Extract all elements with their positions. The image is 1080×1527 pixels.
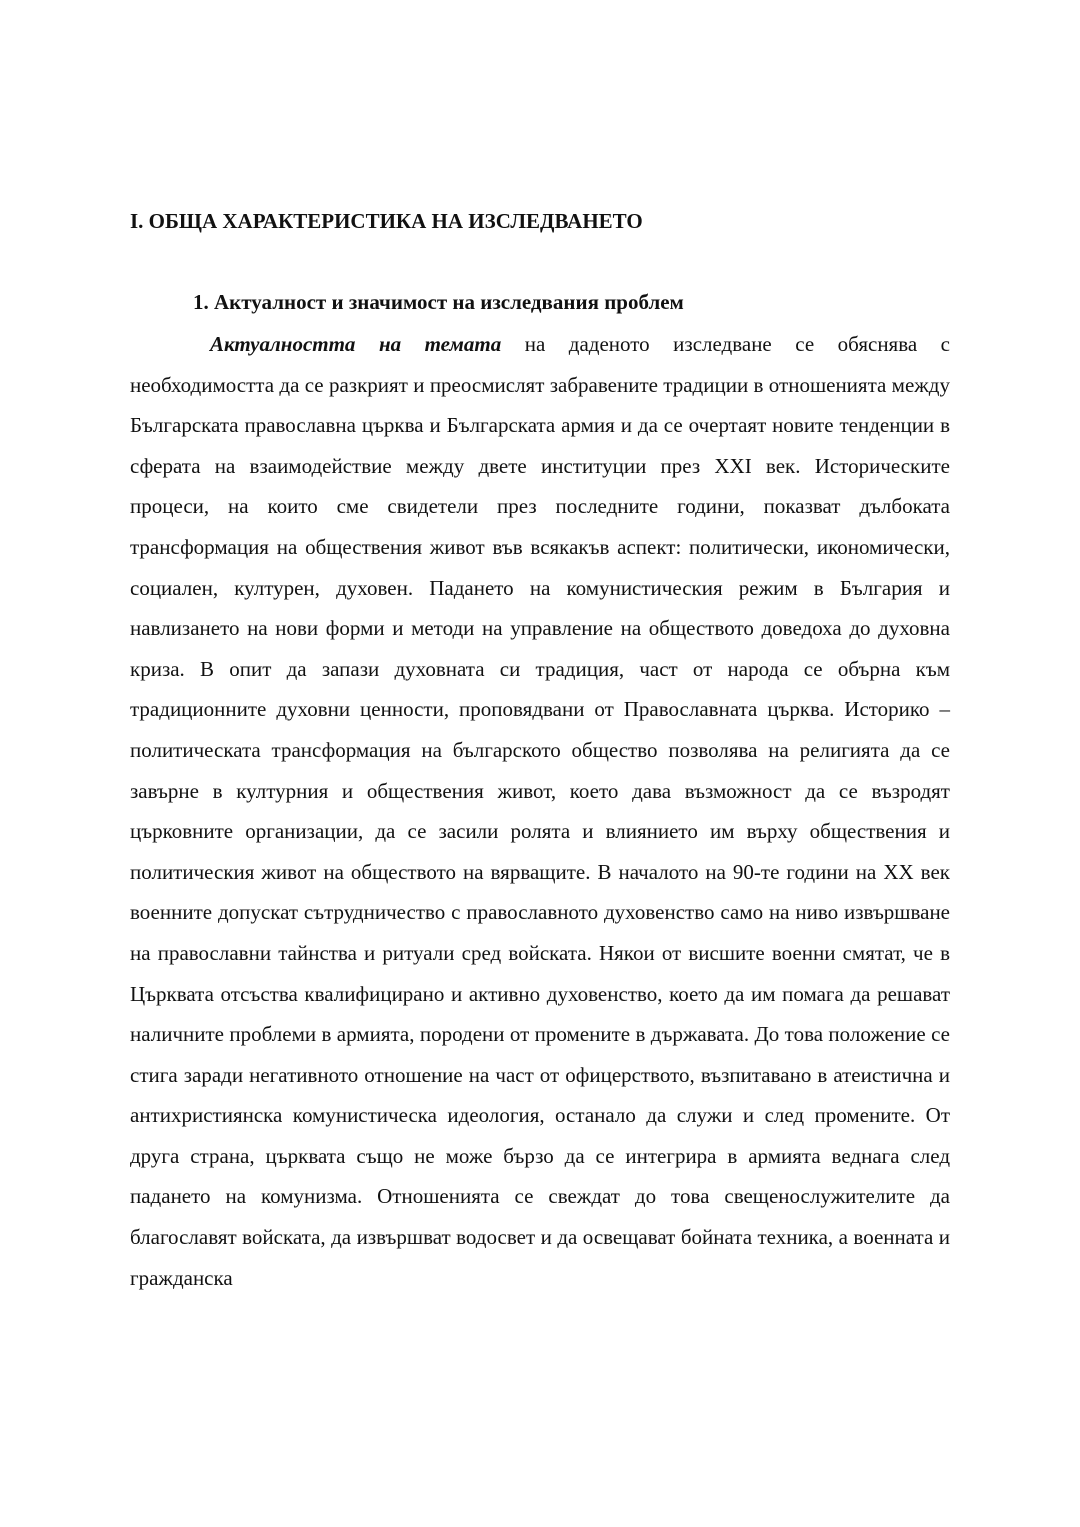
section-heading: 1. Актуалност и значимост на изследвания проблем xyxy=(193,290,684,314)
paragraph-lead-emphasis: Актуалността на темата xyxy=(210,332,502,356)
paragraph-body-text: на даденото изследване се обяснява с необходимостта да се разкрият и преосмислят забравените традиции в отношенията между Българската православна църква и Българската армия и да се очертаят новите тенденции в сферата на взаимодействие между двете институции през XXI век. Историческите процеси, на които сме свидетели през последните години, показват дълбоката трансформация на обществения живот във всякакъв аспект: политически, икономически, социален, културен, духовен. Падането на комунистическия режим в България и навлизането на нови форми и методи на управление на обществото доведоха до духовна криза. В опит да запази духовната си традиция, част от народа се обърна към традиционните духовни ценности, проповядвани от Православната църква. Историко – политическата трансформация на българското общество позволява на религията да се завърне в културния и обществения живот, което дава възможност да се възродят църковните организации, да се засили ролята и влиянието им върху обществения и политическия живот на обществото на вярващите. В началото на 90-те години на XX век военните допускат сътрудничество с православното духовенство само на ниво извършване на православни тайнства и ритуали сред войската. Някои от висшите военни смятат, че в Църквата отсъства квалифицирано и активно духовенство, което да им помага да решават наличните проблеми в армията, породени от промените в държавата. До това положение се стига заради негативното отношение на част от офицерството, възпитавано в атеистична и антихристиянска комунистическа идеология, останало да служи и след промените. От друга страна, църквата също не може бързо да се интегрира в армията веднага след падането на комунизма. Отношенията се свеждат до това свещенослужителите да благославят войската, да извършват водосвет и да освещават бойната техника, а военната и гражданска xyxy=(130,332,951,1290)
body-paragraph xyxy=(130,324,950,1298)
chapter-heading: I. ОБЩА ХАРАКТЕРИСТИКА НА ИЗСЛЕДВАНЕТО xyxy=(130,209,643,233)
